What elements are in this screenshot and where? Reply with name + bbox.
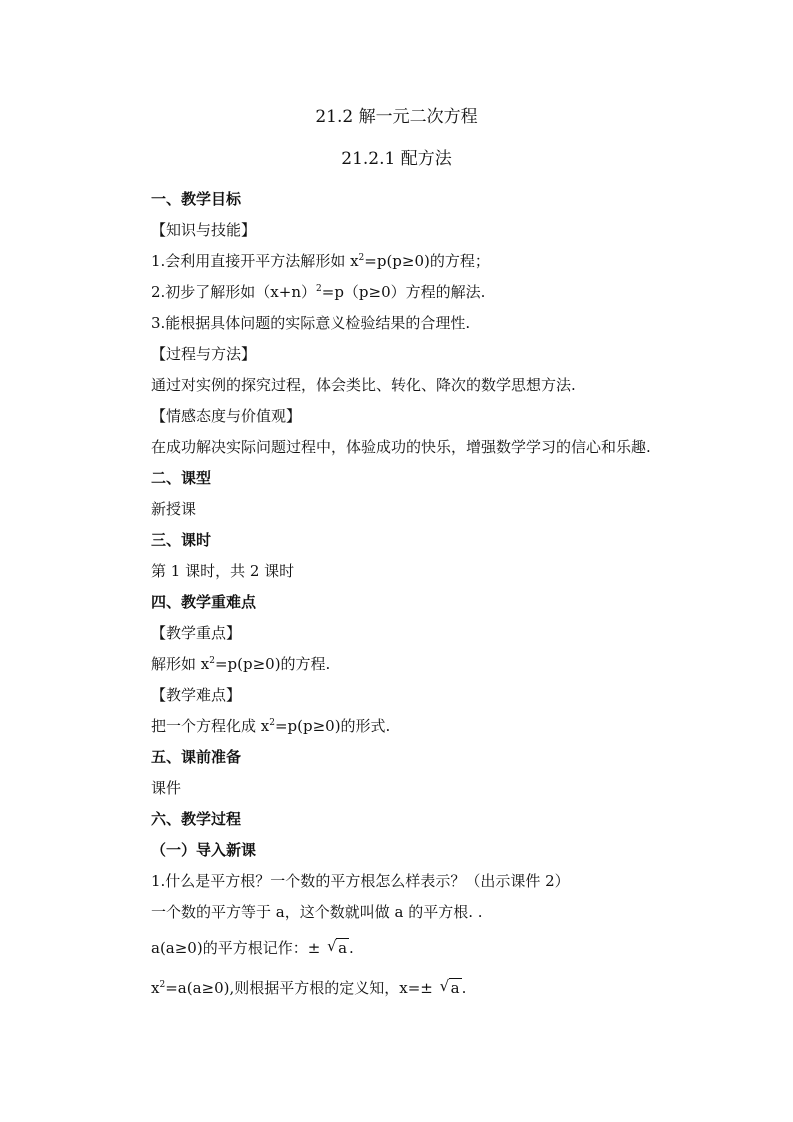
square-root-notation-end: .: [349, 939, 354, 957]
difficulty-text-b: =p(p≥0)的形式.: [274, 717, 391, 735]
difficulty-text-a: 把一个方程化成 x: [151, 717, 270, 735]
preparation-text: 课件: [151, 779, 182, 797]
page-title: 21.2 解一元二次方程: [315, 107, 478, 127]
square-root-definition: 一个数的平方等于 a，这个数就叫做 a 的平方根. .: [151, 903, 483, 921]
sub-heading-intro: （一）导入新课: [151, 841, 257, 859]
knowledge-item-2: [151, 277, 711, 308]
emotion-text: 在成功解决实际问题过程中，体验成功的快乐，增强数学学习的信心和乐趣.: [151, 438, 651, 456]
knowledge-item-1-exponent: 2: [358, 253, 365, 263]
key-point-text-a: 解形如 x: [151, 655, 210, 673]
class-hours-text: 第 1 课时，共 2 课时: [151, 562, 295, 580]
equation-end: .: [461, 979, 467, 997]
knowledge-item-1-text-b: =p(p≥0)的方程；: [364, 252, 490, 270]
knowledge-item-1-text-a: 1.会利用直接开平方法解形如 x: [151, 252, 359, 270]
section-heading-preparation: 五、课前准备: [151, 748, 242, 766]
difficulty-label: 【教学难点】: [151, 686, 242, 704]
emotion-label: 【情感态度与价值观】: [151, 407, 302, 425]
page-subtitle: 21.2.1 配方法: [341, 149, 452, 169]
knowledge-item-3: 3.能根据具体问题的实际意义检验结果的合理性.: [151, 314, 471, 332]
square-root-equation: [151, 968, 711, 1008]
process-label: 【过程与方法】: [151, 345, 257, 363]
key-point-text: [151, 649, 711, 680]
sqrt-symbol-icon: √: [327, 937, 337, 955]
knowledge-label: 【知识与技能】: [151, 221, 257, 239]
sqrt-radicand: a: [338, 939, 348, 957]
sqrt-expression-2: [440, 968, 462, 1008]
knowledge-item-2-exponent: 2: [316, 284, 322, 294]
key-point-exponent: 2: [209, 656, 215, 666]
equation-text: =a(a≥0),则根据平方根的定义知，x=±: [165, 979, 433, 997]
equation-variable: x: [151, 979, 160, 997]
section-heading-objectives: 一、教学目标: [151, 190, 242, 208]
sqrt-radicand-2: a: [450, 979, 460, 997]
key-point-label: 【教学重点】: [151, 624, 242, 642]
square-root-notation: [151, 928, 711, 968]
section-heading-class-hours: 三、课时: [151, 531, 212, 549]
knowledge-item-1: [151, 246, 711, 277]
difficulty-text: [151, 711, 711, 742]
knowledge-item-2-text-a: 2.初步了解形如（x+n）: [151, 283, 317, 301]
knowledge-item-2-text-b: =p（p≥0）方程的解法.: [321, 283, 486, 301]
difficulty-exponent: 2: [269, 718, 275, 728]
process-text: 通过对实例的探究过程，体会类比、转化、降次的数学思想方法.: [151, 376, 576, 394]
section-heading-process: 六、教学过程: [151, 810, 242, 828]
square-root-notation-text: a(a≥0)的平方根记作：±: [151, 939, 321, 957]
lesson-type-text: 新授课: [151, 500, 197, 518]
sqrt-expression: [327, 928, 349, 968]
sqrt-symbol-icon: √: [439, 977, 450, 995]
question-1: 1.什么是平方根？一个数的平方根怎么样表示？（出示课件 2）: [151, 872, 570, 890]
document-body: [151, 184, 711, 1008]
equation-exponent: 2: [159, 980, 166, 990]
key-point-text-b: =p(p≥0)的方程.: [214, 655, 331, 673]
section-heading-key-points: 四、教学重难点: [151, 593, 257, 611]
section-heading-lesson-type: 二、课型: [151, 469, 212, 487]
